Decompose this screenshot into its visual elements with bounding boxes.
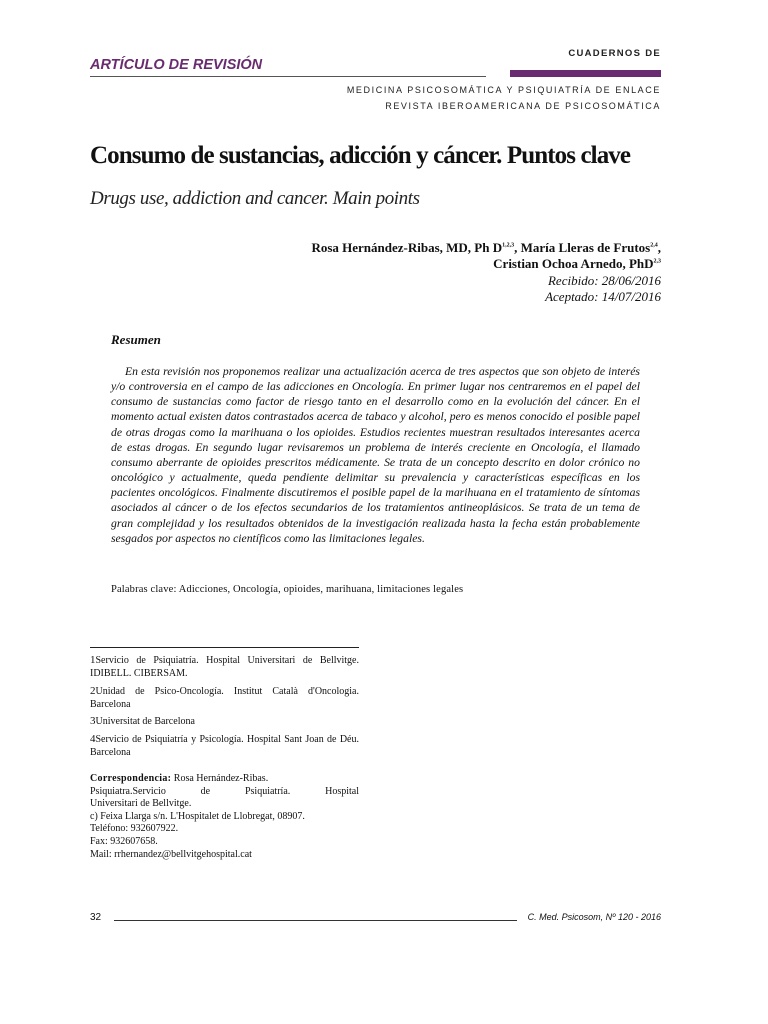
footnote-text: Universitat de Barcelona	[95, 716, 195, 727]
footnote-number: 4	[90, 733, 96, 745]
section-label: ARTÍCULO DE REVISIÓN	[90, 57, 263, 73]
accepted-date: Aceptado: 14/07/2016	[545, 289, 661, 304]
author-affiliation: 1,2,3	[502, 242, 515, 249]
author-affiliation: 2,4	[650, 242, 658, 249]
footnote-text: Servicio de Psiquiatría y Psicología. Hospital Sant Joan de Déu. Barcelona	[90, 734, 359, 758]
author-name: , María Lleras de Frutos	[514, 240, 651, 255]
section-divider	[90, 76, 486, 77]
accent-bar	[510, 70, 661, 77]
abstract-heading: Resumen	[111, 332, 161, 347]
footnote-divider	[90, 647, 359, 648]
correspondence-affiliation: Psiquiatra.Servicio de Psiquiatría. Hospital	[90, 785, 359, 797]
footnote-text: Unidad de Psico-Oncología. Institut Català d'Oncologia. Barcelona	[90, 686, 359, 710]
author-affiliation: 2,3	[653, 258, 661, 265]
footnote	[90, 715, 359, 729]
footnote	[90, 654, 359, 680]
correspondence-label: Correspondencia:	[90, 773, 172, 784]
correspondence-phone: Teléfono: 932607922.	[90, 823, 179, 835]
footnote-number: 2	[90, 685, 96, 697]
article-subtitle: Drugs use, addiction and cancer. Main points	[90, 188, 420, 209]
article-title: Consumo de sustancias, adicción y cáncer. Puntos clave	[90, 142, 631, 169]
author-separator: ,	[657, 240, 661, 255]
page-number: 32	[90, 912, 102, 923]
received-date: Recibido: 28/06/2016	[547, 273, 661, 288]
journal-subtitle: REVISTA IBEROAMERICANA DE PSICOSOMÁTICA	[385, 101, 661, 111]
correspondence-address: c) Feixa Llarga s/n. L'Hospitalet de Llobregat, 08907.	[90, 810, 305, 822]
footer-citation: C. Med. Psicosom, Nº 120 - 2016	[527, 912, 661, 922]
correspondence-name: Rosa Hernández-Ribas.	[171, 773, 269, 784]
author-line-1	[311, 240, 661, 256]
journal-name: MEDICINA PSICOSOMÁTICA Y PSIQUIATRÍA DE ENLACE	[346, 85, 661, 95]
footnote	[90, 733, 359, 759]
correspondence-hospital: Universitari de Bellvitge.	[90, 798, 192, 810]
correspondence-block	[90, 773, 359, 861]
footnote-number: 1	[90, 654, 96, 666]
correspondence-fax: Fax: 932607658.	[90, 835, 158, 847]
journal-brand: CUADERNOS DE	[568, 48, 661, 59]
author-name: Cristian Ochoa Arnedo, PhD	[493, 256, 654, 271]
correspondence-email: Mail: rrhernandez@bellvitgehospital.cat	[90, 848, 252, 860]
footnote-text: Servicio de Psiquiatría. Hospital Universitari de Bellvitge. IDIBELL. CIBERSAM.	[90, 655, 359, 679]
footer-divider	[114, 920, 517, 921]
footnote	[90, 685, 359, 711]
footnote-number: 3	[90, 715, 96, 727]
abstract-text: En esta revisión nos proponemos realizar una actualización acerca de tres aspectos que son objeto de interés y/o controversia en el campo de las adicciones en Oncología. En primer lugar nos centraremos en el papel del consumo de sustancias como factor de riesgo tanto en el desarrollo como en la evolución del cáncer. En el momento actual existen datos contrastados acerca de tabaco y alcohol, pero es menos conocido el posible papel de otras drogas como la marihuana o los opioides. Estudios recientes muestran resultados interesantes acerca de estas drogas. En segundo lugar revisaremos un problema de interés creciente en Oncología, el llamado consumo aberrante de opioides prescritos médicamente. Se trata de un concepto descrito en dolor crónico no oncológico y actualmente, queda pendiente delimitar su prevalencia y características específicas en los pacientes oncológicos. Finalmente discutiremos el posible papel de la marihuana en el tratamiento de síntomas asociados al cáncer o de los efectos secundarios de los tratamientos antineoplásicos. Se trata de un tema de gran complejidad y los resultados obtenidos de la investigación realizada hasta la fecha están probablemente sesgados por aspectos no científicos como las limitaciones legales.	[111, 365, 640, 545]
author-line-2	[493, 256, 661, 272]
author-name: Rosa Hernández-Ribas, MD, Ph D	[311, 240, 503, 255]
keywords: Palabras clave: Adicciones, Oncología, opioides, marihuana, limitaciones legales	[111, 584, 464, 595]
